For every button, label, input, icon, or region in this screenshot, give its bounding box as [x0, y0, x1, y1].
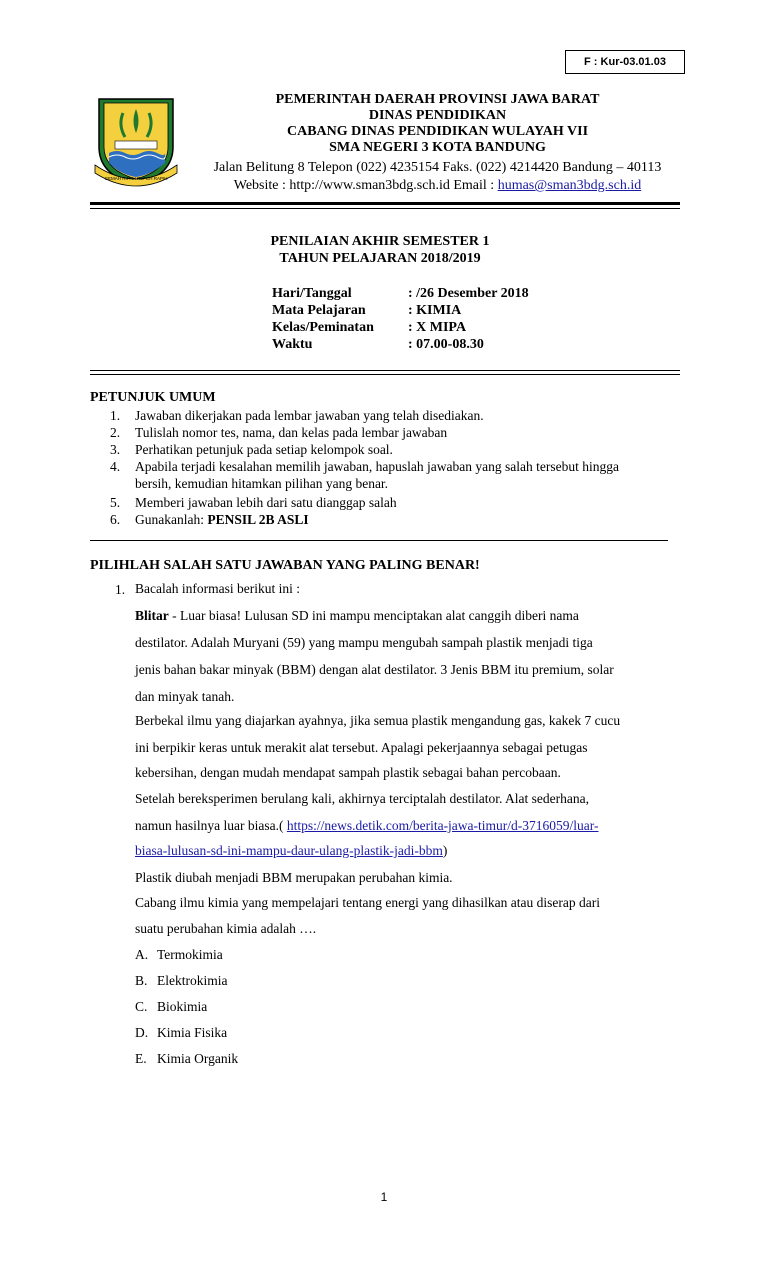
- passage-line: dan minyak tanah.: [135, 689, 235, 704]
- form-code-box: [565, 50, 685, 74]
- instruction-item: 1. Jawaban dikerjakan pada lembar jawaban yang telah disediakan.: [110, 408, 484, 423]
- exam-title-1: PENILAIAN AKHIR SEMESTER 1: [270, 234, 490, 249]
- instruction-item: 5. Memberi jawaban lebih dari satu dianggap salah: [110, 495, 397, 510]
- header-rule-thin: [90, 208, 680, 209]
- passage-line: Berbekal ilmu yang diajarkan ayahnya, jika semua plastik mengandung gas, kakek 7 cucu: [135, 713, 621, 728]
- question-number: 1.: [115, 582, 126, 597]
- west-java-emblem-logo: [93, 95, 179, 187]
- source-link[interactable]: https://news.detik.com/berita-jawa-timur/d-3716059/luar-: [286, 818, 599, 833]
- question-stem: suatu perubahan kimia adalah ….: [135, 921, 317, 936]
- question-stem: Plastik diubah menjadi BBM merupakan perubahan kimia.: [135, 870, 453, 885]
- section-title: PILIHLAH SALAH SATU JAWABAN YANG PALING BENAR!: [90, 558, 480, 573]
- meta-rule-2: [90, 374, 680, 375]
- meta-value: : KIMIA: [408, 303, 462, 318]
- header-address: Jalan Belitung 8 Telepon (022) 4235154 Faks. (022) 4214420 Bandung – 40113: [213, 160, 662, 175]
- instruction-item: 2. Tulislah nomor tes, nama, dan kelas pada lembar jawaban: [110, 425, 448, 440]
- form-code: F : Kur-03.01.03: [584, 56, 666, 68]
- header-website: Website : http://www.sman3bdg.sch.id Email :: [233, 178, 498, 193]
- header-line-3: CABANG DINAS PENDIDIKAN WULAYAH VII: [286, 124, 589, 139]
- source-link[interactable]: biasa-lulusan-sd-ini-mampu-daur-ulang-plastik-jadi-bbm: [135, 843, 443, 858]
- meta-key: Hari/Tanggal: [272, 286, 352, 301]
- meta-value: : /26 Desember 2018: [408, 286, 529, 301]
- passage-line: ini berpikir keras untuk merakit alat tersebut. Apalagi pekerjaannya sebagai petugas: [135, 740, 588, 755]
- question-intro: Bacalah informasi berikut ini :: [135, 581, 300, 596]
- svg-text:GEMAH RIPAH REPEH RAPIH: GEMAH RIPAH REPEH RAPIH: [104, 176, 168, 181]
- passage-source-line: namun hasilnya luar biasa.( https://news.detik.com/berita-jawa-timur/d-3716059/luar-: [135, 818, 599, 833]
- passage-line: Setelah bereksperimen berulang kali, akhirnya terciptalah destilator. Alat sederhana,: [135, 791, 589, 806]
- pencil-note: PENSIL 2B ASLI: [207, 512, 309, 527]
- passage-source-line: biasa-lulusan-sd-ini-mampu-daur-ulang-plastik-jadi-bbm): [135, 843, 448, 858]
- passage-line: destilator. Adalah Muryani (59) yang mampu mengubah sampah plastik menjadi tiga: [135, 635, 593, 650]
- meta-value: : 07.00-08.30: [408, 337, 484, 352]
- meta-value: : X MIPA: [408, 320, 467, 335]
- page-number: 1: [380, 1190, 388, 1204]
- meta-key: Kelas/Peminatan: [272, 320, 374, 335]
- document-page: F : Kur-03.01.03 GEMAH RIPAH REPEH RAPIH PEMERINTAH DAERAH PROVINSI JAWA BARAT DINAS PENDIDIKAN CABANG DINAS PENDIDIKAN WULAYAH VII SMA NEGERI 3 KOTA BANDUNG Jalan Belitung 8 Telepon (022) 4235154 Faks. (022) 4214420 Bandung – 40113 Website : http://www.sman3bdg.sch.id Email : humas@sman3bdg.sch.id PENILAIAN AKHIR SEMESTER 1 TAHUN PELAJARAN 2018/2019 Hari/Tanggal : /26 Desember 2018 Mata Pelajaran : KIMIA Kelas/Peminatan : X MIPA Waktu : 07.00-08.30 PETUNJUK UMUM 1. Jawaban dikerjakan pada lembar jawaban yang telah disediakan. 2. Tulislah nomor tes, nama, dan kelas pada lembar jawaban 3. Perhatikan petunjuk pada setiap kelompok soal. 4. Apabila terjadi kesalahan memilih jawaban, hapuslah jawaban yang salah tersebut hingga bersih, kemudian hitamkan pilihan yang benar. 5. Memberi jawaban lebih dari satu dianggap salah 6. Gunakanlah: PENSIL 2B ASLI PILIHLAH SALAH SATU JAWABAN YANG PALING BENAR! 1. Bacalah informasi berikut ini : Blitar - Luar biasa! Lulusan SD ini mampu menciptakan alat canggih diberi nama destilator. Adalah Muryani (59) yang mampu mengubah sampah plastik menjadi tiga jenis bahan bakar minyak (BBM) dengan alat destilator. 3 Jenis BBM itu premium, solar dan minyak tanah. Berbekal ilmu yang diajarkan ayahnya, jika semua plastik mengandung gas, kakek 7 cucu ini berpikir keras untuk merakit alat tersebut. Apalagi pekerjaannya sebagai petugas kebersihan, dengan mudah mendapat sampah plastik sebagai bahan percobaan. Setelah bereksperimen berulang kali, akhirnya terciptalah destilator. Alat sederhana, namun hasilnya luar biasa.( https://news.detik.com/berita-jawa-timur/d-3716059/luar- biasa-lulusan-sd-ini-mampu-daur-ulang-plastik-jadi-bbm) Plastik diubah menjadi BBM merupakan perubahan kimia. Cabang ilmu kimia yang mempelajari tentang energi yang dihasilkan atau diserap dari suatu perubahan kimia adalah …. A. Termokimia B. Elektrokimia C. Biokimia D. Kimia Fisika E. Kimia Organik 1: [0, 0, 768, 1265]
- header-line-1: PEMERINTAH DAERAH PROVINSI JAWA BARAT: [275, 92, 600, 107]
- question-stem: Cabang ilmu kimia yang mempelajari tentang energi yang dihasilkan atau diserap dari: [135, 895, 600, 910]
- meta-key: Mata Pelajaran: [272, 303, 366, 318]
- instruction-item: 3. Perhatikan petunjuk pada setiap kelompok soal.: [110, 442, 393, 457]
- section-divider: [90, 540, 668, 541]
- passage-line: Blitar - Luar biasa! Lulusan SD ini mampu menciptakan alat canggih diberi nama: [135, 608, 579, 623]
- header-website-line: [180, 177, 695, 194]
- instruction-item: 4. Apabila terjadi kesalahan memilih jawaban, hapuslah jawaban yang salah tersebut hingga bersih, kemudian hitamkan pilihan yang benar.: [110, 459, 619, 491]
- meta-rule-1: [90, 370, 680, 371]
- header-line-4: SMA NEGERI 3 KOTA BANDUNG: [329, 140, 546, 155]
- exam-title-2: TAHUN PELAJARAN 2018/2019: [279, 251, 481, 266]
- meta-key: Waktu: [272, 337, 313, 352]
- instructions-title: PETUNJUK UMUM: [90, 390, 216, 405]
- header-line-2: DINAS PENDIDIKAN: [368, 108, 507, 123]
- email-link[interactable]: humas@sman3bdg.sch.id: [497, 178, 642, 193]
- header-rule-thick: [90, 202, 680, 205]
- passage-line: jenis bahan bakar minyak (BBM) dengan alat destilator. 3 Jenis BBM itu premium, solar: [135, 662, 614, 677]
- passage-lead: Blitar: [135, 608, 169, 623]
- passage-line: kebersihan, dengan mudah mendapat sampah plastik sebagai bahan percobaan.: [135, 765, 561, 780]
- instruction-item: 6. Gunakanlah: PENSIL 2B ASLI: [110, 512, 309, 527]
